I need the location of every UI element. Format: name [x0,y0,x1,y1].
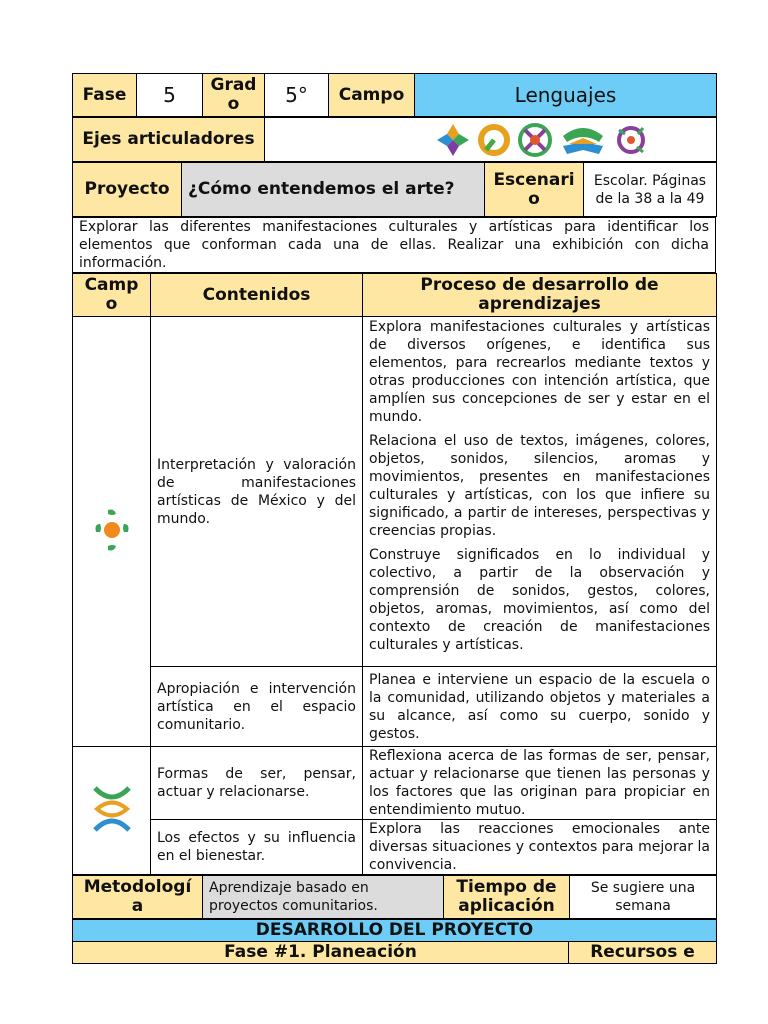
project-description: Explorar las diferentes manifestaciones culturales y artísticas para identificar los elementos que conforman cada una de ellas. Realizar una exhibición con dicha información. [73,218,716,273]
head-campo: Camp o [73,274,151,317]
proyecto-label: Proyecto [73,163,182,217]
contenido-efectos: Los efectos y su influencia en el bienestar. [151,820,363,875]
pda-text: Planea e interviene un espacio de la escuela o la comunidad, utilizando objetos y materiales a su alcance, así como su cuerpo, sonido y gestos. [363,667,717,747]
campo-label: Campo [329,74,415,117]
pda-group-1 [363,317,717,667]
pda-text: Relaciona el uso de textos, imágenes, colores, objetos, sonidos, silencios, aromas y movimientos, presentes en manifestaciones culturales y artísticas, con los que infiere su significado, a partir de intereses, perspectivas y creencias propias. [369,433,710,539]
description-table [72,217,716,273]
content-table [72,273,717,875]
proyecto-title: ¿Cómo entendemos el arte? [182,163,485,217]
metodologia-label: Metodologí a [73,876,203,919]
contenido-apropiacion: Apropiación e intervención artística en el espacio comunitario. [151,667,363,747]
campo-humano-cell [73,747,151,875]
head-contenidos: Contenidos [151,274,363,317]
pda-text: Construye significados en lo individual y colectivo, a partir de la observación y comprensión de sonidos, gestos, colores, objetos, aromas, movimientos, así como del contexto de creación de manifestaciones culturales y artísticas. [369,547,710,653]
grado-value: 5° [265,74,329,117]
campo-lenguajes-cell [73,317,151,747]
metodologia-value: Aprendizaje basado en proyectos comunitarios. [203,876,444,919]
head-proceso: Proceso de desarrollo de aprendizajes [363,274,717,317]
ejes-label: Ejes articuladores [73,118,265,162]
pda-text: Reflexiona acerca de las formas de ser, pensar, actuar y relacionarse que tienen las personas y los factores que las originan para propiciar en entendimiento mutuo. [363,747,717,820]
pensamiento-critico-icon [477,122,511,158]
pda-text: Explora manifestaciones culturales y artísticas de diversos orígenes, e identifica sus elementos, para recrearlos mediante textos y otras producciones con intención artística, que amplíen sus concepciones de ser y estar en el mundo. [369,319,710,425]
contenido-formas: Formas de ser, pensar, actuar y relacionarse. [151,747,363,820]
metodologia-table [72,875,717,919]
tiempo-value: Se sugiere una semana [570,876,717,919]
header-table [72,73,717,117]
planeacion-sheet [72,73,716,964]
contenido-interpretacion: Interpretación y valoración de manifestaciones artísticas de México y del mundo. [151,317,363,667]
lenguajes-campo-icon [92,506,132,554]
fase1-title: Fase #1. Planeación [73,942,569,964]
ejes-icons [265,118,717,162]
recursos-title: Recursos e [569,942,717,964]
fase-value: 5 [137,74,203,117]
desarrollo-title: DESARROLLO DEL PROYECTO [73,920,717,942]
lectura-escritura-icon [559,124,607,156]
humano-comunitario-campo-icon [89,784,135,834]
tiempo-label: Tiempo de aplicación [444,876,570,919]
interculturalidad-icon [517,122,553,158]
desarrollo-table [72,919,717,964]
artes-icon [613,122,649,158]
ejes-table [72,117,717,162]
pda-text: Explora las reacciones emocionales ante diversas situaciones y contextos para mejorar la convivencia. [363,820,717,875]
escenario-label: Escenari o [485,163,584,217]
campo-value: Lenguajes [415,74,717,117]
fase-label: Fase [73,74,137,117]
escenario-value: Escolar. Páginas de la 38 a la 49 [584,163,717,217]
grado-label: Grad o [203,74,265,117]
proyecto-table [72,162,717,217]
inclusion-icon [435,122,471,158]
